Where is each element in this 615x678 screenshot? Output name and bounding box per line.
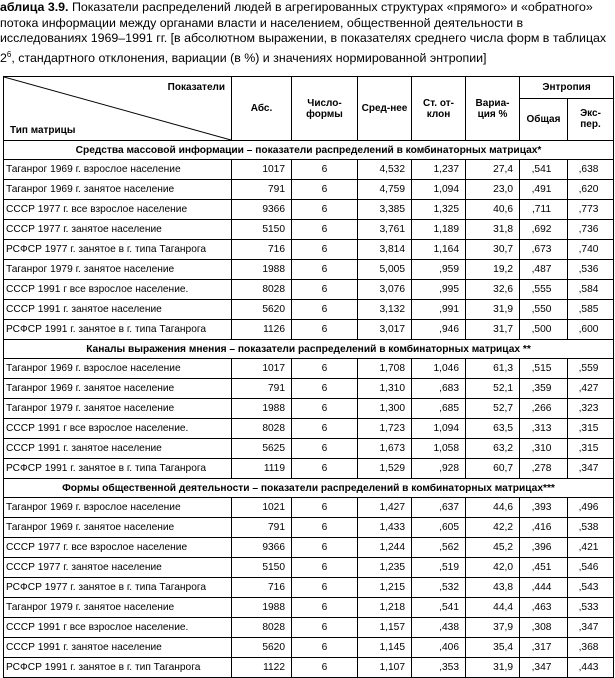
cell-matrix-type: РСФСР 1977 г. занятое в г. типа Таганрога xyxy=(4,578,232,598)
cell-abs: 1017 xyxy=(232,359,292,379)
table-row xyxy=(4,618,614,638)
table-row xyxy=(4,518,614,538)
header-indicators: Показатели xyxy=(167,82,225,93)
cell-mean: 3,814 xyxy=(358,240,412,260)
cell-mean: 5,005 xyxy=(358,260,412,280)
table-row xyxy=(4,538,614,558)
cell-abs: 1988 xyxy=(232,598,292,618)
cell-entropy-total: ,550 xyxy=(520,300,568,320)
cell-mean: 1,215 xyxy=(358,578,412,598)
cell-entropy-exp: ,546 xyxy=(568,558,614,578)
cell-forms: 6 xyxy=(292,200,358,220)
cell-abs: 716 xyxy=(232,578,292,598)
cell-stdev: ,532 xyxy=(412,578,466,598)
table-body xyxy=(4,141,614,678)
cell-variation: 60,7 xyxy=(466,459,520,479)
cell-abs: 5620 xyxy=(232,300,292,320)
cell-entropy-exp: ,443 xyxy=(568,658,614,678)
cell-mean: 1,708 xyxy=(358,359,412,379)
cell-mean: 1,723 xyxy=(358,419,412,439)
cell-mean: 1,244 xyxy=(358,538,412,558)
cell-forms: 6 xyxy=(292,578,358,598)
cell-abs: 5150 xyxy=(232,220,292,240)
section-header-row xyxy=(4,479,614,498)
cell-matrix-type: Таганрог 1969 г. взрослое население xyxy=(4,498,232,518)
cell-stdev: ,562 xyxy=(412,538,466,558)
cell-forms: 6 xyxy=(292,399,358,419)
cell-variation: 30,7 xyxy=(466,240,520,260)
cell-entropy-exp: ,427 xyxy=(568,379,614,399)
cell-entropy-exp: ,584 xyxy=(568,280,614,300)
cell-abs: 8028 xyxy=(232,419,292,439)
cell-matrix-type: СССР 1977 г. занятое население xyxy=(4,220,232,240)
cell-entropy-total: ,396 xyxy=(520,538,568,558)
section-header-row xyxy=(4,141,614,160)
cell-mean: 3,761 xyxy=(358,220,412,240)
cell-stdev: ,995 xyxy=(412,280,466,300)
cell-variation: 31,9 xyxy=(466,658,520,678)
cell-entropy-total: ,393 xyxy=(520,498,568,518)
header-entropy-exp: Экс-пер. xyxy=(568,98,614,140)
cell-mean: 3,017 xyxy=(358,320,412,340)
caption-sup: 6 xyxy=(6,49,12,59)
cell-abs: 5150 xyxy=(232,558,292,578)
cell-matrix-type: СССР 1991 г. занятое население xyxy=(4,439,232,459)
cell-entropy-total: ,500 xyxy=(520,320,568,340)
cell-entropy-exp: ,773 xyxy=(568,200,614,220)
cell-variation: 31,9 xyxy=(466,300,520,320)
header-abs: Абс. xyxy=(232,77,292,141)
cell-matrix-type: РСФСР 1991 г. занятое в г. тип Таганрога xyxy=(4,658,232,678)
cell-matrix-type: Таганрог 1969 г. занятое население xyxy=(4,379,232,399)
cell-variation: 61,3 xyxy=(466,359,520,379)
section-title: Средства массовой информации – показатели распределений в комбинаторных матрицах* xyxy=(4,141,614,160)
table-row xyxy=(4,439,614,459)
cell-forms: 6 xyxy=(292,280,358,300)
cell-stdev: 1,046 xyxy=(412,359,466,379)
cell-mean: 1,300 xyxy=(358,399,412,419)
cell-mean: 4,759 xyxy=(358,180,412,200)
cell-abs: 1122 xyxy=(232,658,292,678)
cell-variation: 37,9 xyxy=(466,618,520,638)
cell-entropy-total: ,541 xyxy=(520,160,568,180)
cell-matrix-type: Таганрог 1979 г. занятое население xyxy=(4,598,232,618)
header-variation: Вариа-ция % xyxy=(466,77,520,141)
cell-abs: 1988 xyxy=(232,260,292,280)
header-forms: Число-формы xyxy=(292,77,358,141)
cell-entropy-exp: ,347 xyxy=(568,459,614,479)
cell-stdev: ,637 xyxy=(412,498,466,518)
cell-stdev: ,991 xyxy=(412,300,466,320)
cell-entropy-exp: ,323 xyxy=(568,399,614,419)
cell-entropy-exp: ,620 xyxy=(568,180,614,200)
table-row xyxy=(4,280,614,300)
table-row xyxy=(4,320,614,340)
cell-entropy-exp: ,585 xyxy=(568,300,614,320)
cell-entropy-total: ,463 xyxy=(520,598,568,618)
cell-entropy-total: ,310 xyxy=(520,439,568,459)
cell-stdev: ,541 xyxy=(412,598,466,618)
cell-entropy-exp: ,533 xyxy=(568,598,614,618)
cell-entropy-total: ,451 xyxy=(520,558,568,578)
cell-stdev: ,685 xyxy=(412,399,466,419)
cell-entropy-total: ,491 xyxy=(520,180,568,200)
cell-forms: 6 xyxy=(292,498,358,518)
table-row xyxy=(4,300,614,320)
cell-mean: 3,076 xyxy=(358,280,412,300)
cell-entropy-total: ,416 xyxy=(520,518,568,538)
header-entropy-total: Общая xyxy=(520,98,568,140)
cell-stdev: ,946 xyxy=(412,320,466,340)
cell-variation: 42,0 xyxy=(466,558,520,578)
cell-abs: 1119 xyxy=(232,459,292,479)
cell-matrix-type: СССР 1991 г. занятое население xyxy=(4,300,232,320)
cell-mean: 3,385 xyxy=(358,200,412,220)
cell-entropy-total: ,711 xyxy=(520,200,568,220)
cell-entropy-exp: ,315 xyxy=(568,419,614,439)
cell-entropy-total: ,487 xyxy=(520,260,568,280)
cell-entropy-exp: ,421 xyxy=(568,538,614,558)
cell-matrix-type: СССР 1991 г все взрослое население. xyxy=(4,419,232,439)
caption-text-2: , стандартного отклонения, вариации (в %) и значениях нормированной энтропии] xyxy=(11,50,487,65)
section-title: Каналы выражения мнения – показатели распределений в комбинаторных матрицах ** xyxy=(4,340,614,359)
cell-variation: 35,4 xyxy=(466,638,520,658)
cell-variation: 32,6 xyxy=(466,280,520,300)
cell-mean: 4,532 xyxy=(358,160,412,180)
cell-mean: 1,157 xyxy=(358,618,412,638)
cell-forms: 6 xyxy=(292,638,358,658)
cell-variation: 23,0 xyxy=(466,180,520,200)
cell-forms: 6 xyxy=(292,439,358,459)
cell-matrix-type: Таганрог 1969 г. занятое население xyxy=(4,180,232,200)
cell-forms: 6 xyxy=(292,379,358,399)
cell-entropy-exp: ,347 xyxy=(568,618,614,638)
cell-matrix-type: СССР 1977 г. все взрослое население xyxy=(4,538,232,558)
cell-stdev: ,959 xyxy=(412,260,466,280)
cell-variation: 27,4 xyxy=(466,160,520,180)
cell-forms: 6 xyxy=(292,220,358,240)
cell-entropy-total: ,515 xyxy=(520,359,568,379)
cell-matrix-type: Таганрог 1979 г. занятое население xyxy=(4,399,232,419)
header-corner-cell xyxy=(4,77,232,141)
cell-abs: 8028 xyxy=(232,280,292,300)
cell-matrix-type: Таганрог 1979 г. занятое население xyxy=(4,260,232,280)
cell-matrix-type: РСФСР 1977 г. занятое в г. типа Таганрога xyxy=(4,240,232,260)
cell-stdev: 1,237 xyxy=(412,160,466,180)
cell-variation: 44,6 xyxy=(466,498,520,518)
cell-variation: 31,8 xyxy=(466,220,520,240)
cell-abs: 791 xyxy=(232,180,292,200)
cell-entropy-total: ,313 xyxy=(520,419,568,439)
cell-entropy-exp: ,315 xyxy=(568,439,614,459)
cell-variation: 45,2 xyxy=(466,538,520,558)
cell-entropy-total: ,692 xyxy=(520,220,568,240)
cell-forms: 6 xyxy=(292,558,358,578)
cell-entropy-exp: ,496 xyxy=(568,498,614,518)
header-matrix-type: Тип матрицы xyxy=(10,125,76,136)
cell-stdev: 1,094 xyxy=(412,419,466,439)
cell-variation: 52,7 xyxy=(466,399,520,419)
cell-mean: 1,433 xyxy=(358,518,412,538)
table-row xyxy=(4,658,614,678)
cell-entropy-total: ,308 xyxy=(520,618,568,638)
table-row xyxy=(4,558,614,578)
cell-forms: 6 xyxy=(292,359,358,379)
cell-matrix-type: РСФСР 1991 г. занятое в г. типа Таганрога xyxy=(4,459,232,479)
cell-stdev: 1,058 xyxy=(412,439,466,459)
cell-variation: 19,2 xyxy=(466,260,520,280)
cell-abs: 9366 xyxy=(232,200,292,220)
cell-variation: 63,5 xyxy=(466,419,520,439)
cell-abs: 1021 xyxy=(232,498,292,518)
cell-entropy-total: ,317 xyxy=(520,638,568,658)
cell-matrix-type: СССР 1991 г все взрослое население. xyxy=(4,280,232,300)
cell-forms: 6 xyxy=(292,598,358,618)
cell-entropy-total: ,359 xyxy=(520,379,568,399)
cell-entropy-total: ,673 xyxy=(520,240,568,260)
cell-entropy-exp: ,368 xyxy=(568,638,614,658)
table-row xyxy=(4,260,614,280)
header-mean: Сред-нее xyxy=(358,77,412,141)
cell-abs: 9366 xyxy=(232,538,292,558)
cell-stdev: ,353 xyxy=(412,658,466,678)
cell-entropy-total: ,444 xyxy=(520,578,568,598)
cell-forms: 6 xyxy=(292,160,358,180)
cell-matrix-type: СССР 1991 г все взрослое население. xyxy=(4,618,232,638)
cell-matrix-type: Таганрог 1969 г. взрослое население xyxy=(4,359,232,379)
cell-abs: 791 xyxy=(232,518,292,538)
cell-entropy-total: ,278 xyxy=(520,459,568,479)
cell-forms: 6 xyxy=(292,240,358,260)
cell-abs: 8028 xyxy=(232,618,292,638)
cell-mean: 1,218 xyxy=(358,598,412,618)
cell-stdev: ,605 xyxy=(412,518,466,538)
cell-forms: 6 xyxy=(292,518,358,538)
cell-variation: 52,1 xyxy=(466,379,520,399)
cell-abs: 5620 xyxy=(232,638,292,658)
table-row xyxy=(4,240,614,260)
cell-forms: 6 xyxy=(292,300,358,320)
table-row xyxy=(4,180,614,200)
cell-variation: 63,2 xyxy=(466,439,520,459)
table-row xyxy=(4,459,614,479)
cell-forms: 6 xyxy=(292,320,358,340)
cell-stdev: 1,164 xyxy=(412,240,466,260)
cell-mean: 1,310 xyxy=(358,379,412,399)
cell-abs: 1126 xyxy=(232,320,292,340)
cell-mean: 1,673 xyxy=(358,439,412,459)
section-header-row xyxy=(4,340,614,359)
cell-forms: 6 xyxy=(292,538,358,558)
cell-entropy-exp: ,736 xyxy=(568,220,614,240)
table-row xyxy=(4,399,614,419)
cell-abs: 791 xyxy=(232,379,292,399)
cell-stdev: ,683 xyxy=(412,379,466,399)
table-row xyxy=(4,598,614,618)
cell-variation: 43,8 xyxy=(466,578,520,598)
cell-entropy-exp: ,600 xyxy=(568,320,614,340)
cell-abs: 5625 xyxy=(232,439,292,459)
cell-forms: 6 xyxy=(292,618,358,638)
cell-forms: 6 xyxy=(292,260,358,280)
cell-matrix-type: Таганрог 1969 г. взрослое население xyxy=(4,160,232,180)
cell-entropy-exp: ,538 xyxy=(568,518,614,538)
table-row xyxy=(4,638,614,658)
section-title: Формы общественной деятельности – показатели распределений в комбинаторных матрицах*** xyxy=(4,479,614,498)
cell-stdev: ,928 xyxy=(412,459,466,479)
cell-mean: 1,145 xyxy=(358,638,412,658)
cell-entropy-exp: ,536 xyxy=(568,260,614,280)
table-row xyxy=(4,498,614,518)
cell-forms: 6 xyxy=(292,658,358,678)
cell-matrix-type: СССР 1991 г. занятое население xyxy=(4,638,232,658)
cell-variation: 42,2 xyxy=(466,518,520,538)
cell-stdev: 1,189 xyxy=(412,220,466,240)
cell-matrix-type: СССР 1977 г. все взрослое население xyxy=(4,200,232,220)
cell-abs: 1988 xyxy=(232,399,292,419)
table-row xyxy=(4,160,614,180)
cell-stdev: ,519 xyxy=(412,558,466,578)
table-row xyxy=(4,419,614,439)
cell-matrix-type: СССР 1977 г. занятое население xyxy=(4,558,232,578)
table-row xyxy=(4,379,614,399)
table-row xyxy=(4,359,614,379)
table-row xyxy=(4,220,614,240)
caption-label: аблица 3.9. xyxy=(0,0,69,14)
cell-entropy-total: ,266 xyxy=(520,399,568,419)
cell-variation: 44,4 xyxy=(466,598,520,618)
cell-forms: 6 xyxy=(292,419,358,439)
cell-entropy-exp: ,559 xyxy=(568,359,614,379)
header-entropy: Энтропия xyxy=(520,77,614,99)
cell-abs: 716 xyxy=(232,240,292,260)
cell-stdev: ,406 xyxy=(412,638,466,658)
cell-variation: 31,7 xyxy=(466,320,520,340)
cell-forms: 6 xyxy=(292,459,358,479)
cell-mean: 3,132 xyxy=(358,300,412,320)
data-table xyxy=(3,76,614,678)
table-caption xyxy=(0,0,613,66)
cell-mean: 1,107 xyxy=(358,658,412,678)
cell-entropy-exp: ,638 xyxy=(568,160,614,180)
cell-variation: 40,6 xyxy=(466,200,520,220)
cell-matrix-type: РСФСР 1991 г. занятое в г. типа Таганрога xyxy=(4,320,232,340)
table-row xyxy=(4,200,614,220)
cell-matrix-type: Таганрог 1969 г. занятое население xyxy=(4,518,232,538)
cell-stdev: 1,094 xyxy=(412,180,466,200)
cell-mean: 1,235 xyxy=(358,558,412,578)
cell-mean: 1,529 xyxy=(358,459,412,479)
cell-mean: 1,427 xyxy=(358,498,412,518)
cell-forms: 6 xyxy=(292,180,358,200)
cell-entropy-exp: ,740 xyxy=(568,240,614,260)
cell-stdev: ,438 xyxy=(412,618,466,638)
cell-abs: 1017 xyxy=(232,160,292,180)
cell-stdev: 1,325 xyxy=(412,200,466,220)
cell-entropy-total: ,347 xyxy=(520,658,568,678)
header-stdev: Ст. от-клон xyxy=(412,77,466,141)
caption-text: Показатели распределений людей в агрегированных структурах «прямого» и «обратного» потока информации между органами власти и населением, общественной деятельности в исследованиях 1969–1991 гг. [в абсолютном выражении, в показателях среднего числа форм в таблицах 2 xyxy=(0,0,607,65)
cell-entropy-exp: ,543 xyxy=(568,578,614,598)
table-row xyxy=(4,578,614,598)
cell-entropy-total: ,555 xyxy=(520,280,568,300)
